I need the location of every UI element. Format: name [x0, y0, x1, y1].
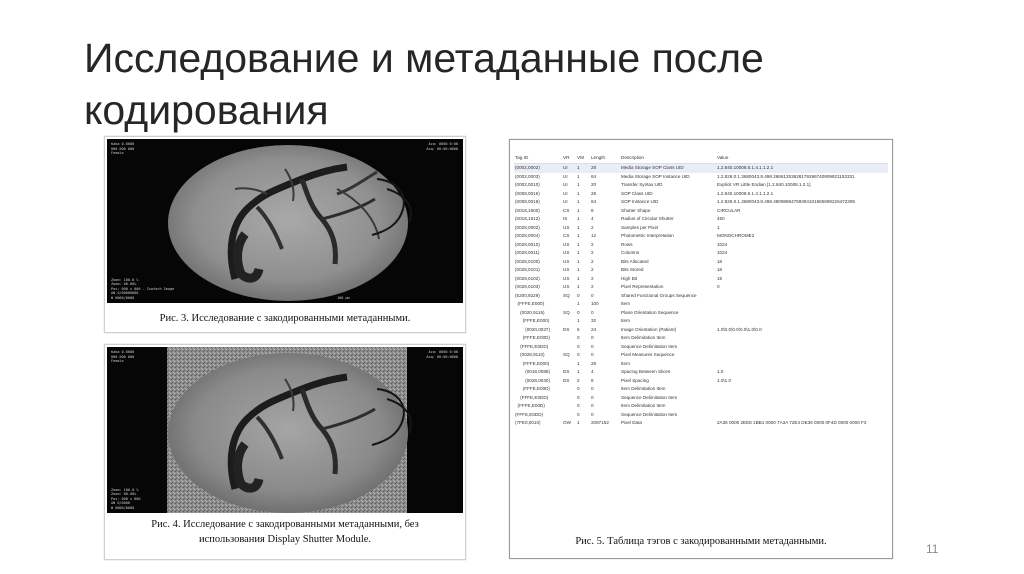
table-row[interactable]	[514, 241, 888, 250]
cell-vm: 0	[577, 309, 580, 315]
table-row[interactable]	[514, 198, 888, 207]
cell-vr: IS	[563, 216, 568, 221]
cell-length: 2	[591, 241, 594, 247]
cell-vm: 2	[577, 377, 580, 383]
cell-value: 16	[717, 258, 723, 264]
cell-vm: 1	[577, 233, 580, 238]
cell-vr: US	[563, 284, 570, 289]
cell-value: MONOCHROME2	[717, 233, 755, 238]
table-row[interactable]	[514, 249, 888, 258]
cell-vm: 1	[577, 420, 580, 425]
cell-tag-id: (5200,9229)	[515, 292, 540, 298]
cell-description: Bits Allocated	[621, 258, 649, 264]
table-row[interactable]	[514, 411, 888, 420]
cell-tag-id: (0028,0004)	[515, 233, 540, 238]
cell-tag-id: (0018,0088)	[515, 369, 550, 374]
cell-tag-id: (FFFE,E0DD)	[515, 411, 544, 417]
table-row[interactable]	[514, 266, 888, 275]
cell-vm: 1	[577, 369, 580, 374]
figure-5-caption: Рис. 5. Таблица тэгов с закодированными метаданными.	[575, 536, 827, 547]
table-row[interactable]	[514, 394, 888, 403]
cell-description: Photometric Interpretation	[621, 233, 674, 238]
cell-value: 1.0\1.0	[717, 377, 732, 383]
table-row[interactable]	[514, 402, 888, 411]
cell-description: Transfer Syntax UID	[621, 182, 663, 187]
cell-length: 0	[591, 343, 594, 349]
cell-description: Item Delimitation Item	[621, 403, 666, 408]
table-row[interactable]	[514, 292, 888, 301]
cell-length: 2	[591, 284, 594, 289]
cell-tag-id: (0028,0030)	[515, 377, 550, 383]
cell-length: 20	[591, 182, 597, 187]
cell-description: Shutter Shape	[621, 207, 651, 213]
cell-value: 2A36 0000 2EE8 1BB1 0000 7A3A 72E4 DE36 0000 0F4D 0000 0000 F3	[717, 420, 867, 425]
cell-vm: 1	[577, 267, 580, 272]
cell-description: Rows	[621, 241, 633, 247]
cell-value: 1.2.840.10008.5.1.4.1.1.2.1	[716, 164, 888, 173]
cell-vr: US	[563, 258, 570, 264]
cell-length: 24	[591, 326, 597, 332]
figure-5	[509, 139, 893, 559]
cell-vr: UI	[562, 164, 576, 173]
figure-4-caption-line-1: Рис. 4. Исследование с закодированными метаданными, без	[151, 519, 419, 530]
cell-length: 0	[591, 403, 594, 408]
table-row[interactable]	[514, 275, 888, 284]
cell-vm: 1	[577, 190, 580, 196]
cell-description: Columns	[621, 250, 640, 255]
cell-tag-id: (FFFE,E00D)	[515, 335, 550, 340]
cell-tag-id: (0028,0101)	[515, 267, 540, 272]
figure-4	[104, 344, 466, 560]
cell-vr: US	[563, 267, 570, 272]
cell-description: SOP Class UID	[621, 190, 653, 196]
cell-tag-id: (0028,0103)	[515, 284, 540, 289]
cell-vr: UI	[563, 190, 568, 196]
cell-value: 450	[717, 216, 725, 221]
table-row[interactable]	[514, 343, 888, 352]
cell-description: Sequence Delimitation Item	[621, 411, 678, 417]
cell-vr: SQ	[563, 292, 570, 298]
cell-description: Item Delimitation Item	[621, 335, 666, 340]
cell-vr	[562, 394, 576, 403]
cell-tag-id: (FFFE,E00D)	[515, 403, 545, 408]
cell-description: High Bit	[621, 275, 638, 281]
cell-length: 2	[591, 250, 594, 255]
cell-description: Samples per Pixel	[621, 224, 659, 230]
table-row[interactable]	[514, 334, 888, 343]
cell-description: Item Delimitation Item	[621, 386, 666, 391]
cell-value	[716, 351, 888, 360]
cell-vm: 1	[577, 301, 580, 306]
xray-image-shuttered	[107, 139, 463, 303]
cell-value: 0	[717, 284, 720, 289]
cell-value: 1.0	[717, 369, 724, 374]
cell-value: Explicit VR Little Endian [1.2.840.10008.1.2.1]	[717, 182, 811, 187]
cell-description: Bits Stored	[621, 267, 644, 272]
xray-image-graphic	[107, 347, 463, 513]
cell-length: 64	[591, 199, 597, 204]
cell-description: Sequence Delimitation Item	[621, 394, 678, 400]
cell-vr	[562, 334, 576, 343]
cell-vr: US	[563, 241, 570, 247]
cell-vr	[562, 402, 576, 411]
table-row[interactable]	[514, 224, 888, 233]
cell-value: 1.2.826.0.1.3680043.8.498.48098894759394101665899226472399	[717, 199, 855, 204]
cell-tag-id: (0028,0011)	[515, 250, 540, 255]
cell-vr	[562, 343, 576, 352]
table-row[interactable]	[514, 232, 888, 241]
cell-value: 1.0\0.0\0.0\0.0\1.0\0.0	[717, 326, 762, 332]
overlay-top-right: Acq: 0000 0:00 Acq: 00:00:0000	[426, 142, 458, 151]
table-row[interactable]	[514, 351, 888, 360]
cell-vm: 1	[577, 224, 580, 230]
cell-description: Radius of Circular Shutter	[621, 216, 674, 221]
column-header-tag-id[interactable]: Tag ID	[514, 152, 562, 164]
cell-vr: CS	[563, 233, 570, 238]
cell-vm: 1	[577, 216, 580, 221]
cell-vr: CS	[563, 207, 570, 213]
cell-vr: US	[563, 275, 570, 281]
cell-tag-id: (FFFE,E0DD)	[515, 343, 549, 349]
cell-value	[716, 402, 888, 411]
cell-tag-id: (FFFE,E000)	[515, 360, 550, 366]
cell-description: Shared Functional Groups Sequence	[621, 292, 697, 298]
column-header-vm[interactable]: VM	[576, 152, 590, 164]
cell-tag-id: (0008,0016)	[515, 190, 540, 196]
cell-vm: 1	[577, 275, 580, 281]
table-row[interactable]	[514, 283, 888, 292]
slide-title-line-2: кодирования	[84, 87, 329, 133]
cell-vm: 0	[577, 292, 580, 298]
figure-4-caption-line-2: использования Display Shutter Module.	[198, 534, 372, 545]
cell-length: 4	[591, 369, 594, 374]
cell-vm: 1	[577, 250, 580, 255]
cell-length: 64	[591, 173, 597, 179]
cell-length: 2	[591, 267, 594, 272]
cell-tag-id: (0018,1600)	[515, 207, 540, 213]
cell-value	[716, 300, 888, 309]
table-row[interactable]	[514, 385, 888, 394]
cell-vr	[562, 317, 576, 326]
column-header-vr[interactable]: VR	[562, 152, 576, 164]
cell-length: 28	[590, 164, 620, 173]
cell-length: 0	[591, 411, 594, 417]
table-row[interactable]	[514, 368, 888, 377]
cell-value: 1024	[717, 241, 728, 247]
cell-description: Sequence Delimitation Item	[621, 343, 678, 349]
cell-tag-id: (0002,0003)	[515, 173, 540, 179]
column-header-length[interactable]: Length	[590, 152, 620, 164]
cell-tag-id: (FFFE,E00D)	[515, 386, 550, 391]
cell-length: 0	[591, 352, 594, 357]
cell-vm: 0	[577, 335, 580, 340]
cell-description: Pixel Representation	[621, 284, 664, 289]
cell-vm: 1	[577, 258, 580, 264]
cell-tag-id: (FFFE,E0DD)	[515, 394, 549, 400]
cell-description: Item	[621, 301, 630, 306]
cell-vm: 1	[577, 199, 580, 204]
dicom-tag-table	[514, 152, 888, 428]
cell-length: 2	[591, 224, 594, 230]
cell-value	[716, 394, 888, 403]
table-row[interactable]	[514, 173, 888, 182]
cell-tag-id: (0018,1612)	[515, 216, 540, 221]
cell-value	[716, 292, 888, 301]
cell-vr: DS	[563, 369, 570, 374]
figure-3-caption: Рис. 3. Исследование с закодированными метаданными.	[159, 313, 411, 324]
cell-vm: 0	[577, 394, 580, 400]
table-row[interactable]	[514, 326, 888, 335]
cell-vm: 6	[577, 326, 580, 332]
overlay-top-right: Acq: 0000 0:00 Acq: 00:00:0000	[426, 350, 458, 359]
cell-tag-id: (0020,0037)	[515, 326, 550, 332]
cell-vm: 0	[577, 403, 580, 408]
cell-description: Item	[621, 318, 630, 323]
cell-tag-id: (0020,9116)	[515, 309, 545, 315]
overlay-scale: 100 µm	[337, 295, 350, 300]
table-row[interactable]	[514, 215, 888, 224]
cell-vr	[562, 360, 576, 369]
cell-tag-id: (0028,0100)	[515, 258, 540, 264]
table-body	[514, 164, 888, 428]
cell-description: Plane Orientation Sequence	[621, 309, 679, 315]
table-row[interactable]	[514, 190, 888, 199]
cell-vr: SQ	[563, 309, 570, 315]
overlay-top-left: Kaba 0-0000 000 000 000 Female	[111, 350, 135, 363]
cell-value	[716, 343, 888, 352]
cell-value	[716, 309, 888, 318]
cell-length: 28	[591, 360, 597, 366]
cell-vr	[562, 411, 576, 420]
overlay-bottom-left: Zoom: 100.0 % Zoom: 00.00% Pos: 000 x 000 AN 0/0000 W 0000/0000	[111, 487, 141, 510]
overlay-top-left: Kaba 0-0000 000 000 000 Female	[111, 142, 135, 155]
table-row[interactable]	[514, 207, 888, 216]
column-header-description[interactable]: Description	[620, 152, 716, 164]
cell-value: 1.2.826.0.1.3680043.8.498.26661253828179296740909821153331	[717, 173, 855, 179]
cell-vm: 0	[577, 343, 580, 349]
table-row[interactable]	[514, 377, 888, 386]
cell-length: 0	[591, 386, 594, 391]
xray-image-unshuttered	[107, 347, 463, 513]
slide-title-line-1: Исследование и метаданные после	[84, 35, 764, 81]
cell-length: 0	[591, 394, 594, 400]
cell-vm: 1	[577, 360, 580, 366]
slide-title	[84, 32, 944, 136]
cell-description: Media Storage SOP Instance UID	[621, 173, 690, 179]
cell-description: Pixel Spacing	[621, 377, 649, 383]
table-row[interactable]	[514, 258, 888, 267]
cell-length: 32	[591, 318, 597, 323]
cell-description: Spacing Between Slices	[621, 369, 671, 374]
cell-length: 2	[591, 275, 594, 281]
cell-value	[716, 334, 888, 343]
cell-length: 100	[591, 301, 599, 306]
table-row[interactable]	[514, 309, 888, 318]
cell-length: 12	[591, 233, 597, 238]
overlay-bottom-left: Zoom: 100.0 % Zoom: 00.00% Pos: 000 x 000 - Isotech Image AN 0/00000000 W 0000/0000	[111, 277, 175, 300]
cell-vr: UI	[563, 173, 568, 179]
cell-value	[716, 360, 888, 369]
cell-vr: US	[563, 250, 570, 255]
table-row[interactable]	[514, 317, 888, 326]
cell-vm: 1	[577, 182, 580, 187]
cell-length: 2097152	[591, 420, 609, 425]
cell-vr	[562, 300, 576, 309]
cell-length: 28	[591, 190, 597, 196]
cell-value: 15	[717, 275, 723, 281]
cell-vm: 1	[576, 164, 590, 173]
cell-vm: 0	[577, 411, 580, 417]
figure-4-caption	[105, 517, 465, 547]
table-row[interactable]	[514, 360, 888, 369]
cell-vr: DS	[563, 377, 570, 383]
cell-vr: UI	[563, 182, 568, 187]
cell-length: 2	[591, 258, 594, 264]
cell-vr: US	[563, 224, 570, 230]
cell-tag-id: (0028,0002)	[515, 224, 540, 230]
cell-value	[716, 385, 888, 394]
table-row[interactable]	[514, 300, 888, 309]
cell-vm: 1	[577, 173, 580, 179]
table-row[interactable]	[514, 164, 888, 173]
table-row[interactable]	[514, 419, 888, 428]
cell-tag-id: (0002,0002)	[514, 164, 562, 173]
cell-tag-id: (0028,0010)	[515, 241, 540, 247]
table-header-row	[514, 152, 888, 164]
cell-length: 8	[591, 377, 594, 383]
cell-vr	[562, 385, 576, 394]
cell-value: CIRCULAR	[717, 207, 741, 213]
cell-vr: SQ	[563, 352, 570, 357]
cell-description: Pixel Data	[621, 420, 642, 425]
cell-value: 1	[717, 224, 720, 230]
cell-vr: DS	[563, 326, 570, 332]
cell-description: Item	[621, 360, 630, 366]
cell-value	[716, 411, 888, 420]
cell-tag-id: (FFFE,E000)	[515, 318, 550, 323]
cell-length: 4	[591, 216, 594, 221]
cell-vr: OW	[563, 420, 571, 425]
cell-vr: UI	[563, 199, 568, 204]
cell-length: 0	[591, 292, 594, 298]
cell-value: 16	[717, 267, 723, 272]
cell-description: SOP Instance UID	[621, 199, 659, 204]
cell-length: 0	[591, 309, 594, 315]
cell-tag-id: (FFFE,E000)	[515, 301, 545, 306]
cell-vm: 1	[577, 241, 580, 247]
table-row[interactable]	[514, 181, 888, 190]
page-number: 11	[926, 542, 939, 556]
cell-tag-id: (0008,0018)	[515, 199, 540, 204]
cell-description: Image Orientation (Patient)	[621, 326, 677, 332]
cell-description: Media Storage SOP Class UID	[620, 164, 716, 173]
cell-vm: 1	[577, 284, 580, 289]
cell-description: Pixel Measures Sequence	[621, 352, 675, 357]
cell-vm: 1	[577, 207, 580, 213]
cell-value	[716, 317, 888, 326]
cell-vm: 0	[577, 352, 580, 357]
cell-length: 0	[591, 335, 594, 340]
cell-tag-id: (0028,9110)	[515, 352, 545, 357]
cell-vm: 0	[577, 386, 580, 391]
cell-value: 1.2.840.10008.5.1.4.1.1.2.1	[717, 190, 774, 196]
cell-length: 8	[591, 207, 594, 213]
column-header-value[interactable]: Value	[716, 152, 888, 164]
cell-tag-id: (0028,0102)	[515, 275, 540, 281]
figure-3	[104, 136, 466, 333]
cell-tag-id: (7FE0,0010)	[515, 420, 541, 425]
cell-value: 1024	[717, 250, 728, 255]
cell-tag-id: (0002,0010)	[515, 182, 540, 187]
cell-vm: 1	[577, 318, 580, 323]
